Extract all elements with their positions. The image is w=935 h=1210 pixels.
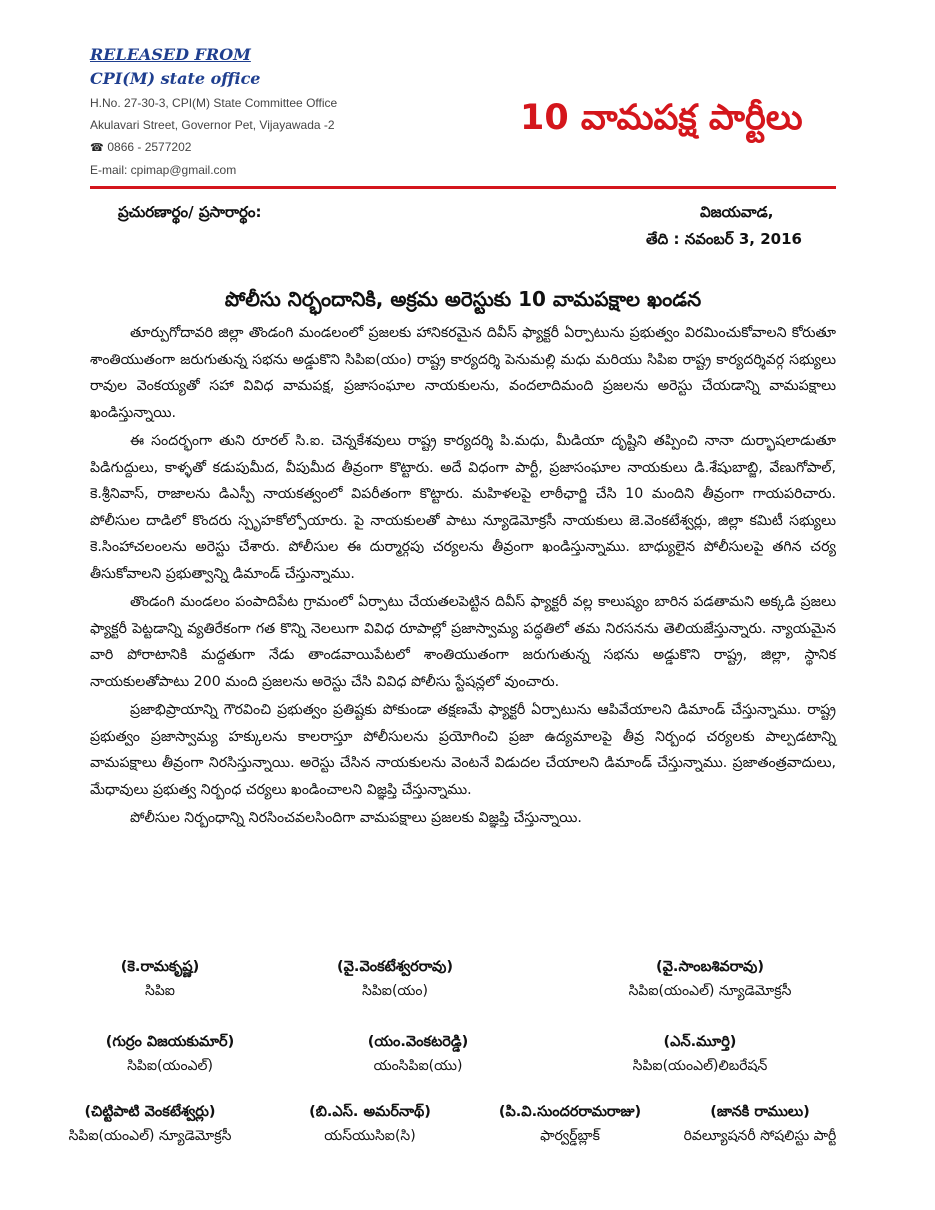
signatory-party: సిపిఐ(యంఎల్) [127,1058,213,1074]
press-body [90,320,836,834]
phone-icon: ☎ [90,142,104,154]
signatory-row-2 [70,1030,860,1090]
document-title: 10 వామపక్ష పార్టీలు [520,98,803,138]
paragraph-5: పోలీసుల నిర్బంధాన్ని నిరసించవలసిందిగా వామపక్షాలు ప్రజలకు విజ్ఞప్తి చేస్తున్నాయి. [130,810,582,826]
date-label: తేది : నవంబర్ 3, 2016 [646,230,802,248]
header-divider [90,186,836,189]
phone-line [90,136,450,159]
signatory-party: సిపిఐ [145,983,175,999]
paragraph-1: తూర్పుగోదావరి జిల్లా తొండంగి మండలంలో ప్రజలకు హానికరమైన దివీస్ ఫ్యాక్టరీ ఏర్పాటును ప్రభుత్వం విరమించుకోవాలని కోరుతూ శాంతియుతంగా జరుగుతున్న సభను అడ్డుకొని సిపిఐ(యం) రాష్ట్ర కార్యదర్శి పెనుమల్లి మధు మరియు సిపిఐ రాష్ట్ర కార్యదర్శివర్గ సభ్యులు రావుల వెంకయ్యతో సహా వివిధ వామపక్ష, ప్రజాసంఘాల నాయకులను, వందలాదిమంది ప్రజలను అరెస్టు చేయడాన్ని వామపక్షాలు ఖండిస్తున్నాయి. [90,325,836,421]
signatory-name: (జానకి రాములు) [710,1104,810,1120]
signatory [308,1030,528,1078]
signatory [590,1030,810,1078]
signatory [270,1100,470,1148]
signatory-party: యస్‌యుసిఐ(సి) [324,1128,416,1144]
signatory [660,1100,860,1148]
address-line-2: Akulavari Street, Governor Pet, Vijayawada -2 [90,118,335,132]
publication-label: ప్రచురణార్థం/ ప్రసారార్థం: [118,203,262,221]
place-label: విజయవాడ, [700,203,774,221]
signatory-party: సిపిఐ(యం) [362,983,428,999]
signatory-row-3 [70,1100,860,1160]
paragraph-3: తొండంగి మండలం పంపాదిపేట గ్రామంలో ఏర్పాటు చేయతలపెట్టిన దివీస్ ఫ్యాక్టరీ వల్ల కాలుష్యం బారిన పడతామని అక్కడి ప్రజలు ఫ్యాక్టరీ పెట్టడాన్ని వ్యతిరేకంగా గత కొన్ని నెలలుగా వివిధ రూపాల్లో ప్రజాస్వామ్య పద్ధతిలో తమ నిరసనను తెలియజేస్తున్నారు. న్యాయమైన వారి పోరాటానికి మద్దతుగా నేడు తాండవాయిపేటలో శాంతియుతంగా జరుగుతున్న సభను అడ్డుకొని రాష్ట్ర, జిల్లా, స్థానిక నాయకులతోపాటు 200 మంది ప్రజలను అరెస్టు చేసి వివిధ పోలీసు స్టేషన్లలో వుంచారు. [90,594,836,690]
signatory-party: ఫార్వర్డ్‌బ్లాక్ [540,1128,600,1144]
signatory-name: (వై.సాంబశివరావు) [656,959,764,975]
signatory-name: (యం.వెంకటరెడ్డి) [367,1034,469,1050]
signatory [600,955,820,1003]
signatory-party: సిపిఐ(యంఎల్) న్యూడెమోక్రసీ [628,983,792,999]
email-line: E-mail: cpimap@gmail.com [90,163,237,177]
signatory-name: (బి.ఎస్. అమర్‌నాథ్) [309,1104,431,1120]
signatory [50,1100,250,1148]
paragraph-2: ఈ సందర్భంగా తుని రూరల్ సి.ఐ. చెన్నకేశవులు రాష్ట్ర కార్యదర్శి పి.మధు, మీడియా దృష్టిని తప్పించి నానా దుర్భాషలాడుతూ పిడిగుద్దులు, కాళ్ళతో కడుపుమీద, వీపుమీద తీవ్రంగా కొట్టారు. అదే విధంగా పార్టీ, ప్రజాసంఘాల నాయకులు డి.శేషుబాబ్జి, వేణుగోపాల్, కె.శ్రీనివాస్, రాజాలను డిఎస్పీ నాయకత్వంలో విపరీతంగా కొట్టారు. మహిళలపై లాఠీఛార్జి చేసి 10 మందిని తీవ్రంగా గాయపరిచారు. పోలీసుల దాడిలో కొందరు స్పృహకోల్పోయారు. పై నాయకులతో పాటు న్యూడెమోక్రసీ నాయకులు జె.వెంకటేశ్వర్లు, జిల్లా కమిటీ సభ్యులు కె.సింహాచలంలను అరెస్టు చేశారు. పోలీసుల ఈ దుర్మార్గపు చర్యలను తీవ్రంగా ఖండిస్తున్నాము. బాధ్యులైన పోలీసులపై తగిన చర్య తీసుకోవాలని ప్రభుత్వాన్ని డిమాండ్ చేస్తున్నాము. [90,433,836,582]
paragraph-4: ప్రజాభిప్రాయాన్ని గౌరవించి ప్రభుత్వం ప్రతిష్టకు పోకుండా తక్షణమే ఫ్యాక్టరీ ఏర్పాటును ఆపివేయాలని డిమాండ్ చేస్తున్నాము. రాష్ట్ర ప్రభుత్వం ప్రజాస్వామ్య హక్కులను కాలరాస్తూ పోలీసులను ప్రయోగించి ప్రజా ఉద్యమాలపై తీవ్ర నిర్బంధ చర్యలకు పాల్పడటాన్ని వామపక్షాలు తీవ్రంగా నిరసిస్తున్నాయి. అరెస్టు చేసిన నాయకులను వెంటనే విడుదల చేయాలని డిమాండ్ చేస్తున్నాము. ప్రజాతంత్రవాదులు, మేధావులు ప్రభుత్వ నిర్బంధ చర్యలు ఖండించాలని విజ్ఞప్తి చేస్తున్నాము. [90,702,836,798]
signatory-name: (వై.వెంకటేశ్వరరావు) [337,959,453,975]
phone-number: 0866 - 2577202 [107,140,192,154]
press-headline: పోలీసు నిర్భందానికి, అక్రమ అరెస్టుకు 10 వామపక్షాల ఖండన [224,287,702,311]
signatory-party: రివల్యూషనరీ సోషలిస్టు పార్టీ [683,1128,837,1144]
signatory-party: యంసిపిఐ(యు) [373,1058,463,1074]
signatory-name: (ఎన్.మూర్తి) [663,1034,737,1050]
signatory-party: సిపిఐ(యంఎల్) న్యూడెమోక్రసీ [68,1128,232,1144]
signatory [50,955,270,1003]
signatory [60,1030,280,1078]
office-name: CPI(M) state office [90,69,261,88]
signatory-party: సిపిఐ(యంఎల్)లిబరేషన్ [632,1058,768,1074]
released-from-label: RELEASED FROM [90,45,251,64]
signatory-name: (పి.వి.సుందరరామరాజు) [498,1104,642,1120]
signatory-row-1 [70,955,860,1015]
signatory-name: (కె.రామకృష్ణ) [120,959,200,975]
signatory [470,1100,670,1148]
letterhead-contact [90,44,450,181]
signatory [285,955,505,1003]
address-line-1: H.No. 27-30-3, CPI(M) State Committee Office [90,96,338,110]
signatory-name: (గుర్రం విజయకుమార్) [105,1034,235,1050]
signatory-name: (చిట్టిపాటి వెంకటేశ్వర్లు) [84,1104,216,1120]
